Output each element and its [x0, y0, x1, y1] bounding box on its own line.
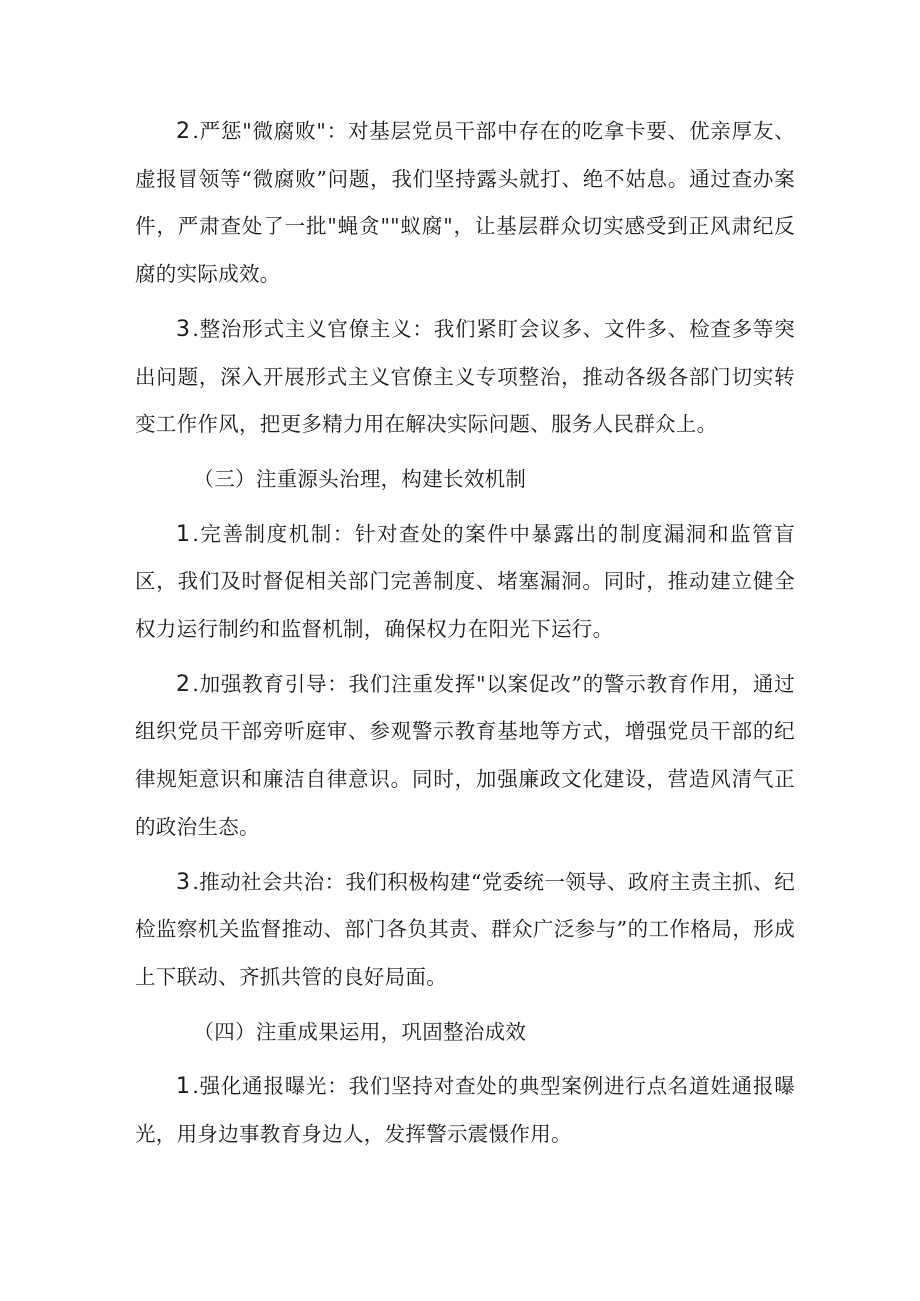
item-number: 3 — [176, 316, 191, 342]
paragraph-text: .强化通报曝光：我们坚持对查处的典型案例进行点名道姓通报曝光，用身边事教育身边人，发挥警示震慑作用。 — [135, 1074, 795, 1147]
document-page — [135, 108, 795, 1159]
section-heading: （三）注重源头治理，构建长效机制 — [193, 466, 527, 491]
paragraph-item — [135, 661, 795, 852]
paragraph-text: .推动社会共治：我们积极构建“党委统一领导、政府主责主抓、纪检监察机关监督推动、部门各负其责、群众广泛参与”的工作格局，形成上下联动、齐抓共管的良好局面。 — [135, 869, 795, 989]
item-number: 3 — [176, 869, 191, 895]
paragraph-text: .严惩"微腐败"：对基层党员干部中存在的吃拿卡要、优亲厚友、虚报冒领等“微腐败”问题，我们坚持露头就打、绝不姑息。通过查办案件，严肃查处了一批"蝇贪""蚁腐"，让基层群众切实感受到正风肃纪反腐的实际成效。 — [135, 119, 795, 287]
item-number: 2 — [176, 671, 191, 697]
paragraph-text: .加强教育引导：我们注重发挥"以案促改”的警示教育作用，通过组织党员干部旁听庭审、参观警示教育基地等方式，增强党员干部的纪律规矩意识和廉洁自律意识。同时，加强廉政文化建设，营造风清气正的政治生态。 — [135, 671, 795, 839]
paragraph-item — [135, 306, 795, 449]
paragraph-text: .整治形式主义官僚主义：我们紧盯会议多、文件多、检查多等突出问题，深入开展形式主义官僚主义专项整治，推动各级各部门切实转变工作作风，把更多精力用在解决实际问题、服务人民群众上。 — [135, 316, 795, 437]
paragraph-text: .完善制度机制：针对查处的案件中暴露出的制度漏洞和监管盲区，我们及时督促相关部门完善制度、堵塞漏洞。同时，推动建立健全权力运行制约和监督机制，确保权力在阳光下运行。 — [135, 521, 795, 642]
paragraph-item — [135, 511, 795, 654]
section-heading: （四）注重成果运用，巩固整治成效 — [193, 1019, 527, 1044]
paragraph-item — [135, 108, 795, 299]
paragraph-item — [135, 859, 795, 1002]
paragraph-item — [135, 1063, 795, 1158]
item-number: 1 — [176, 1074, 191, 1100]
item-number: 1 — [176, 521, 191, 547]
item-number: 2 — [176, 119, 191, 144]
